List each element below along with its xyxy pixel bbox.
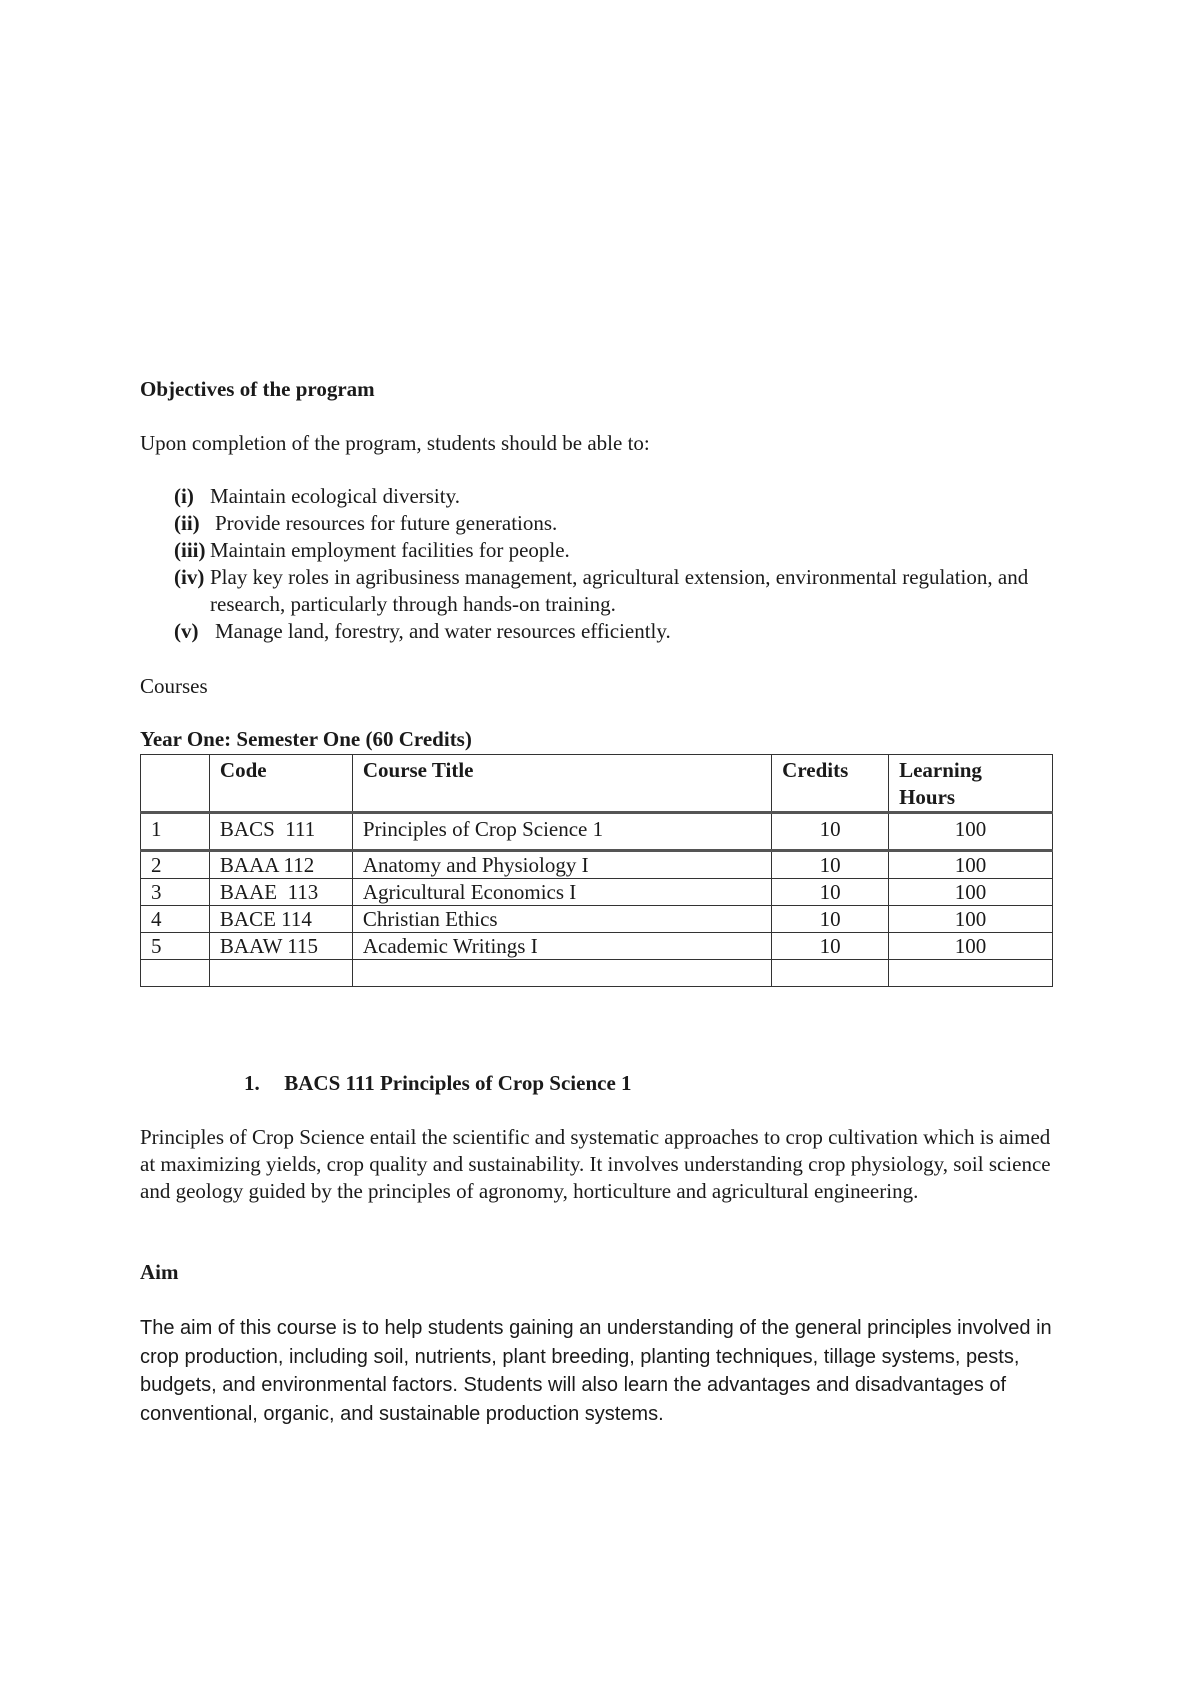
list-item-text: Maintain employment facilities for people. xyxy=(210,538,570,562)
cell-credits: 10 xyxy=(772,813,889,851)
cell-credits xyxy=(772,960,889,987)
cell-index: 2 xyxy=(141,851,210,879)
list-item xyxy=(174,564,1054,618)
cell-hours: 100 xyxy=(889,851,1053,879)
list-item-number: (ii) xyxy=(174,511,200,535)
course-heading-number: 1. xyxy=(244,1071,260,1095)
header-cell-credits: Credits xyxy=(772,755,889,813)
table-row xyxy=(141,813,1053,851)
table-header-row xyxy=(141,755,1053,813)
cell-title: Academic Writings I xyxy=(352,933,771,960)
list-item-text: Maintain ecological diversity. xyxy=(210,484,460,508)
list-item-text: Manage land, forestry, and water resources efficiently. xyxy=(215,619,671,643)
aim-heading: Aim xyxy=(140,1260,179,1284)
cell-index: 5 xyxy=(141,933,210,960)
cell-credits: 10 xyxy=(772,933,889,960)
cell-code: BACS 111 xyxy=(209,813,352,851)
list-item xyxy=(174,537,1054,564)
table-row xyxy=(141,906,1053,933)
list-item xyxy=(174,483,1054,510)
aim-text: The aim of this course is to help students gaining an understanding of the general principles involved in crop production, including soil, nutrients, plant breeding, planting techniques, tillage systems, pests, budgets, and environmental factors. Students will also learn the advantages and disadvantages of conventional, organic, and sustainable production systems. xyxy=(140,1317,1052,1425)
cell-hours xyxy=(889,960,1053,987)
cell-code: BAAE 113 xyxy=(209,879,352,906)
cell-code xyxy=(209,960,352,987)
table-row-empty xyxy=(141,960,1053,987)
list-item-text: Provide resources for future generations. xyxy=(215,511,558,535)
list-item-number: (iv) xyxy=(174,565,205,589)
cell-credits: 10 xyxy=(772,851,889,879)
table-row xyxy=(141,879,1053,906)
cell-title: Christian Ethics xyxy=(352,906,771,933)
course-heading xyxy=(244,1071,632,1096)
cell-index xyxy=(141,960,210,987)
cell-index: 1 xyxy=(141,813,210,851)
cell-hours: 100 xyxy=(889,933,1053,960)
cell-code: BACE 114 xyxy=(209,906,352,933)
list-item-number: (iii) xyxy=(174,538,206,562)
cell-hours: 100 xyxy=(889,906,1053,933)
courses-table xyxy=(140,754,1053,987)
header-cell-learning-hours: Learning Hours xyxy=(889,755,1053,813)
list-item-text: Play key roles in agribusiness management, agricultural extension, environmental regulation, and research, particularly through hands-on training. xyxy=(210,565,1029,616)
table-row xyxy=(141,851,1053,879)
courses-label: Courses xyxy=(140,674,208,698)
cell-credits: 10 xyxy=(772,906,889,933)
list-item-number: (v) xyxy=(174,619,199,643)
header-cell-index xyxy=(141,755,210,813)
cell-title xyxy=(352,960,771,987)
cell-code: BAAA 112 xyxy=(209,851,352,879)
cell-title: Anatomy and Physiology I xyxy=(352,851,771,879)
course-heading-text: BACS 111 Principles of Crop Science 1 xyxy=(284,1071,632,1095)
cell-credits: 10 xyxy=(772,879,889,906)
table-title: Year One: Semester One (60 Credits) xyxy=(140,727,472,751)
course-description: Principles of Crop Science entail the scientific and systematic approaches to crop cultivation which is aimed at maximizing yields, crop quality and sustainability. It involves understanding crop physiology, soil science and geology guided by the principles of agronomy, horticulture and agricultural engineering. xyxy=(140,1125,1051,1203)
cell-title: Agricultural Economics I xyxy=(352,879,771,906)
cell-hours: 100 xyxy=(889,879,1053,906)
table-row xyxy=(141,933,1053,960)
cell-title: Principles of Crop Science 1 xyxy=(352,813,771,851)
list-item xyxy=(174,618,1054,645)
cell-code: BAAW 115 xyxy=(209,933,352,960)
list-item xyxy=(174,510,1054,537)
objectives-intro: Upon completion of the program, students should be able to: xyxy=(140,431,650,455)
cell-index: 4 xyxy=(141,906,210,933)
cell-index: 3 xyxy=(141,879,210,906)
objectives-list xyxy=(174,483,1054,645)
header-cell-code: Code xyxy=(209,755,352,813)
list-item-number: (i) xyxy=(174,484,194,508)
cell-hours: 100 xyxy=(889,813,1053,851)
header-cell-course-title: Course Title xyxy=(352,755,771,813)
objectives-heading: Objectives of the program xyxy=(140,377,375,401)
